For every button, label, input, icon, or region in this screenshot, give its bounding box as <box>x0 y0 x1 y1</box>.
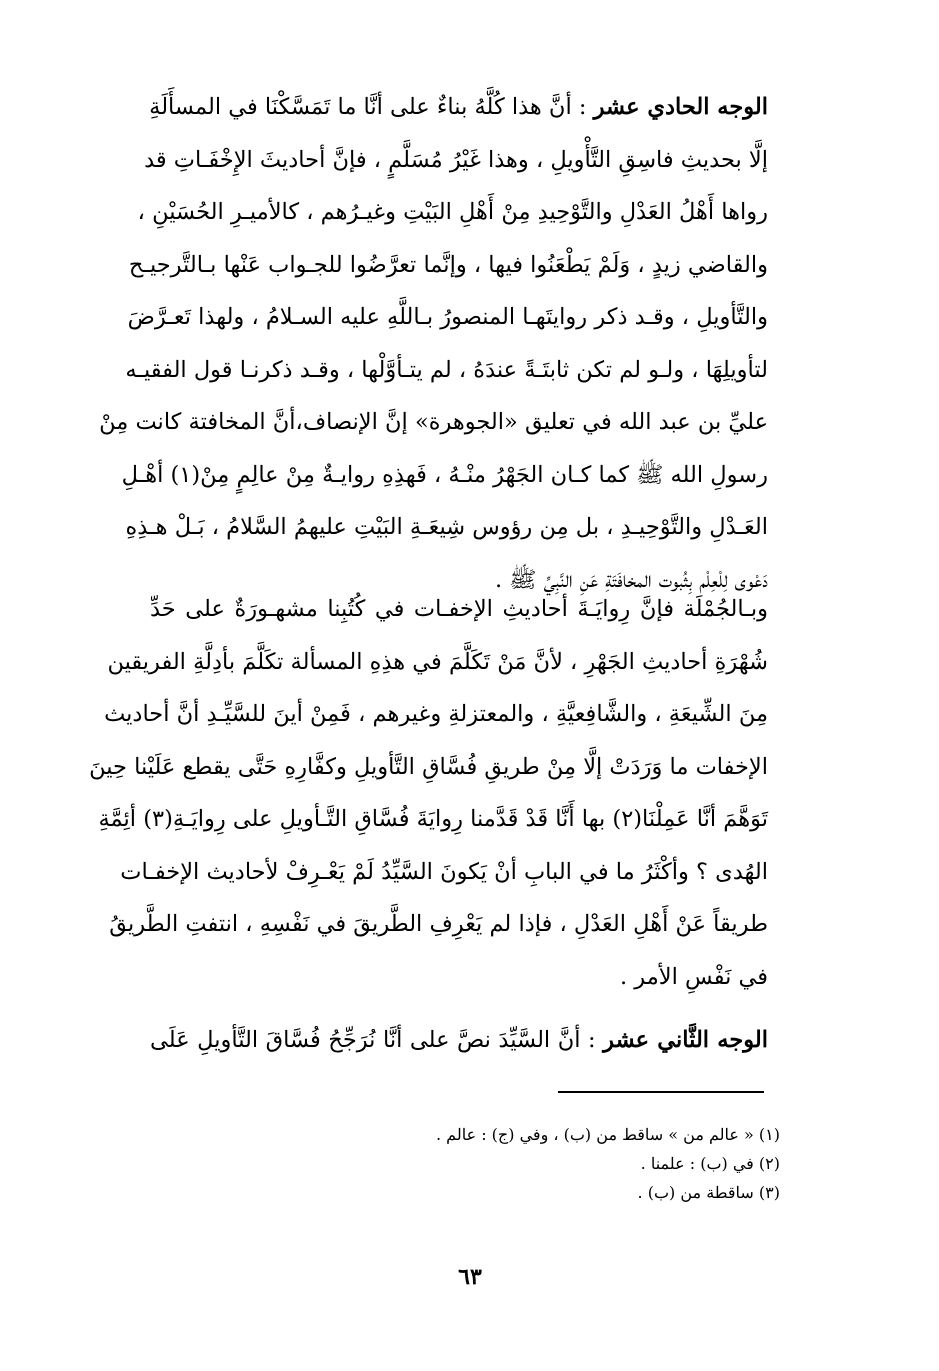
text-line: إلَّا بحديثِ فاسِقِ التَّأْويلِ ، وهذا غَيْرُ مُسَلَّمٍ ، فإنَّ أحاديثَ الإِخْفَـاتِ قد <box>144 146 768 173</box>
page-number: ٦٣ <box>458 1264 482 1290</box>
text-line: والقاضي زيدٍ ، وَلَمْ يَطْعَنُوا فيها ، وإنَّما تعرَّضُوا للجـواب عَنْها بـالتَّرجيـح <box>128 251 768 278</box>
text-line: الإخفات ما وَرَدَتْ إلَّا مِنْ طريقِ فُسَّاقِ التَّأويلِ وكفَّارِهِ حَتَّى يقطع عَلَيْنا حِينَ <box>89 753 768 780</box>
text-line: مِنَ الشِّيعَةِ ، والشَّافِعيَّةِ ، والمعتزلةِ وغيرهم ، فَمِنْ أينَ للسَّيِّـدِ أنَّ أحاديث <box>104 701 768 727</box>
paragraph-twelfth-aspect <box>150 1014 768 1067</box>
footnotes <box>380 1120 780 1207</box>
text-line: تَوَهَّمَ أنَّا عَمِلْنَا(٢) بها أَنَّا قَدْ قَدَّمنا رِوايَةَ فُسَّاقِ التَّـأويلِ على رِوايَـةِ(٣) أئِمَّةِ <box>98 806 768 832</box>
text-line: عليِّ بن عبد الله في تعليق «الجوهرة» إنَّ الإنصاف،أنَّ المخافتة كانت مِنْ <box>99 409 768 435</box>
text-line: الهُدى ؟ وأكْثَرُ ما في البابِ أنْ يَكونَ السَّيِّدُ لَمْ يَعْـرِفْ لأحاديث الإخفـات <box>120 858 768 885</box>
text-line: العَـدْلِ والتَّوْحِيـدِ ، بل مِن رؤوس شِيعَـةِ البَيْتِ عليهمُ السَّلامُ ، بَـلْ هـذِهِ <box>125 514 768 540</box>
footnote-item: (١) « عالم من » ساقط من (ب) ، وفي (ج) : عالم . <box>436 1125 780 1144</box>
text-line: رواها أَهْلُ العَدْلِ والتَّوْحِيدِ مِنْ أَهْلِ البَيْتِ وغيـرُهم ، كالأميـرِ الحُسَيْنِ ، <box>137 199 768 225</box>
paragraph-eleventh-aspect <box>99 81 768 606</box>
footnote-item: (٣) ساقطة من (ب) . <box>637 1183 780 1202</box>
section-heading: الوجه الحادي عشر <box>593 94 768 120</box>
text-line: طريقاً عَنْ أَهْلِ العَدْلِ ، فإذا لم يَعْرِفِ الطَّريقَ في نَفْسِهِ ، انتفتِ الطَّريقُ <box>109 911 768 937</box>
text-line: الوجه الثَّاني عشر : أنَّ السَّيِّدَ نصَّ على أنَّا نُرَجِّحُ فُسَّاقَ التَّأويلِ عَلَى <box>150 1027 768 1053</box>
text-line: والتَّأويلِ ، وقـد ذكر روايتَهـا المنصورُ بـاللَّهِ عليه السـلامُ ، ولهذا تَعـرَّضَ <box>127 304 768 330</box>
text-line: في نَفْسِ الأمر . <box>620 963 768 990</box>
footnote-separator <box>558 1091 764 1093</box>
text-line: رسولِ الله ﷺ كما كـان الجَهْرُ منْـهُ ، فَهذِهِ روايـةٌ مِنْ عالِمٍ مِنْ(١) أهْـلِ <box>121 461 768 488</box>
section-heading: الوجه الثَّاني عشر <box>603 1027 768 1053</box>
text-line: وبـالجُمْلَة فإنَّ رِوايَـةَ أحاديثِ الإخفـات في كُتُبِنا مشهـورَةٌ على حَدِّ <box>150 596 768 622</box>
text-line: دَعْوى لِلْعِلْم بِثُبوت المخافَتَةِ عَنِ النَّبِيِّ ﷺ . <box>494 566 768 593</box>
text-line: لتأويلِهَا ، ولـو لم تكن ثابتَـةً عندَهُ ، لم يتـأوَّلْها ، وقـد ذكرنـا قول الفقيـه <box>125 356 768 383</box>
text-line: الوجه الحادي عشر : أنَّ هذا كُلَّهُ بناءٌ على أنَّا ما تَمَسَّكْنَا في المسأَلَةِ <box>149 94 768 120</box>
footnote-item: (٢) في (ب) : علمنا . <box>640 1154 780 1173</box>
paragraph-summary <box>89 583 768 1003</box>
text-line: شُهْرَةِ أحاديثِ الجَهْرِ ، لأنَّ مَنْ تَكَلَّمَ في هذِهِ المسألة تكَلَّمَ بأدِلَّةِ الفريقين <box>107 648 768 675</box>
